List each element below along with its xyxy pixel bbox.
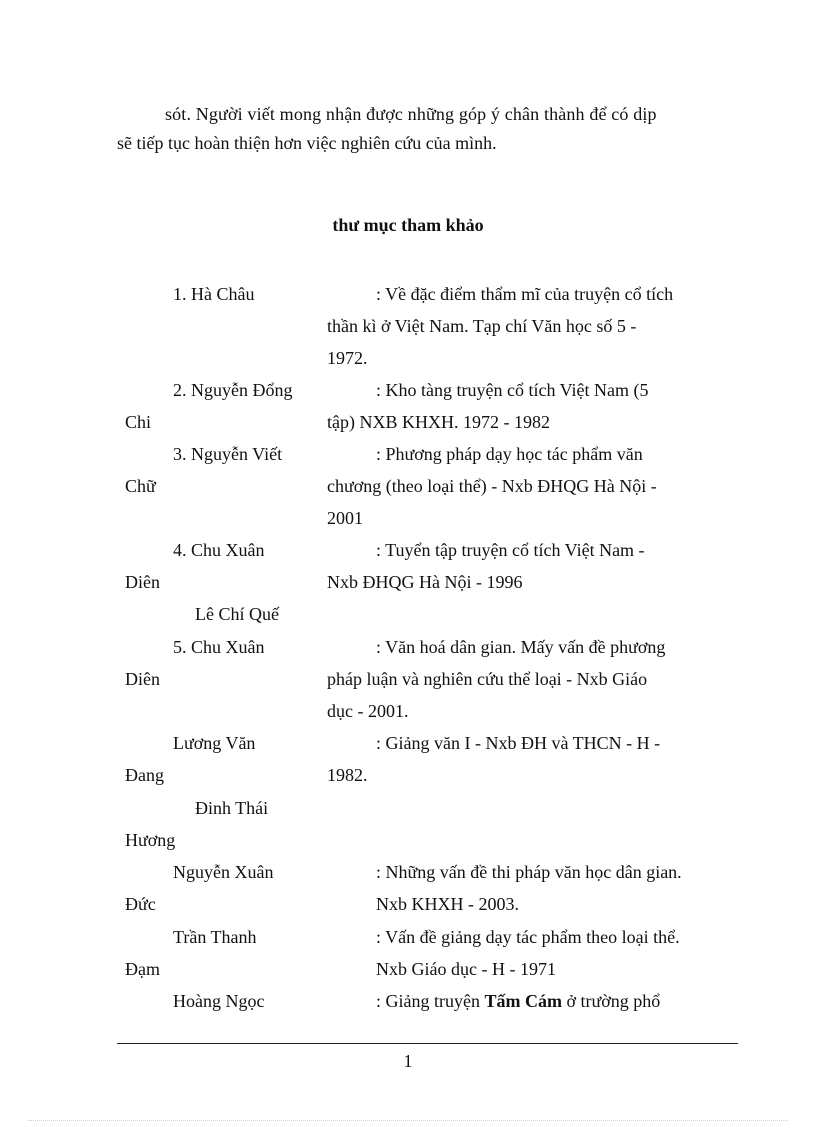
reference-description-text: ở trường phổ <box>561 991 661 1011</box>
reference-description: Nxb ĐHQG Hà Nội - 1996 <box>327 572 523 592</box>
reference-author: 3. Nguyễn Viết <box>173 444 283 464</box>
reference-description: : Những vấn đề thi pháp văn học dân gian. <box>376 862 682 882</box>
reference-description: Nxb Giáo dục - H - 1971 <box>376 959 556 979</box>
reference-author: 2. Nguyễn Đổng <box>173 380 293 400</box>
reference-author: Nguyễn Xuân <box>173 862 274 882</box>
reference-description: : Giảng văn I - Nxb ĐH và THCN - H - <box>376 733 661 753</box>
intro-line-1: sót. Người viết mong nhận được những góp ý chân thành để có dịp <box>165 104 657 124</box>
reference-description: : Kho tàng truyện cổ tích Việt Nam (5 <box>376 380 649 400</box>
reference-title-bold: Tấm Cám <box>484 991 562 1011</box>
page-number: 1 <box>403 1051 413 1071</box>
reference-author: Trần Thanh <box>173 927 257 947</box>
reference-author: Đạm <box>125 959 160 979</box>
reference-description: : Về đặc điểm thẩm mĩ của truyện cổ tích <box>376 284 674 304</box>
reference-description-text: : Giảng truyện <box>376 991 485 1011</box>
reference-description: : Tuyển tập truyện cổ tích Việt Nam - <box>376 540 645 560</box>
reference-author: Hương <box>125 830 176 850</box>
reference-description: 1982. <box>327 765 368 785</box>
reference-description: chương (theo loại thể) - Nxb ĐHQG Hà Nội - <box>327 476 657 496</box>
reference-author: 1. Hà Châu <box>173 284 255 304</box>
reference-author: Lương Văn <box>173 733 256 753</box>
footer-rule <box>117 1043 738 1044</box>
reference-author: Chi <box>125 412 152 432</box>
reference-author: Diên <box>125 572 160 592</box>
reference-description: : Văn hoá dân gian. Mấy vấn đề phương <box>376 637 666 657</box>
reference-description: : Vấn đề giảng dạy tác phẩm theo loại thể. <box>376 927 680 947</box>
reference-author: Diên <box>125 669 160 689</box>
reference-description: pháp luận và nghiên cứu thể loại - Nxb Giáo <box>327 669 648 689</box>
reference-description: thần kì ở Việt Nam. Tạp chí Văn học số 5 - <box>327 316 637 336</box>
references-heading: thư mục tham khảo <box>332 215 484 235</box>
reference-author: Đang <box>125 765 164 785</box>
reference-description <box>376 989 660 1013</box>
reference-description: 2001 <box>327 508 363 528</box>
reference-description: tập) NXB KHXH. 1972 - 1982 <box>327 412 550 432</box>
reference-description: 1972. <box>327 348 368 368</box>
reference-author: Chữ <box>125 476 156 496</box>
reference-author: 5. Chu Xuân <box>173 637 265 657</box>
reference-author: 4. Chu Xuân <box>173 540 265 560</box>
page-break-divider <box>28 1120 788 1121</box>
reference-author: Lê Chí Quế <box>195 604 279 624</box>
reference-description: : Phương pháp dạy học tác phẩm văn <box>376 444 643 464</box>
intro-line-2: sẽ tiếp tục hoàn thiện hơn việc nghiên cứu của mình. <box>117 133 497 153</box>
reference-author: Hoàng Ngọc <box>173 991 265 1011</box>
reference-author: Đinh Thái <box>195 798 269 818</box>
reference-author: Đức <box>125 894 156 914</box>
reference-description: Nxb KHXH - 2003. <box>376 894 519 914</box>
reference-description: dục - 2001. <box>327 701 409 721</box>
